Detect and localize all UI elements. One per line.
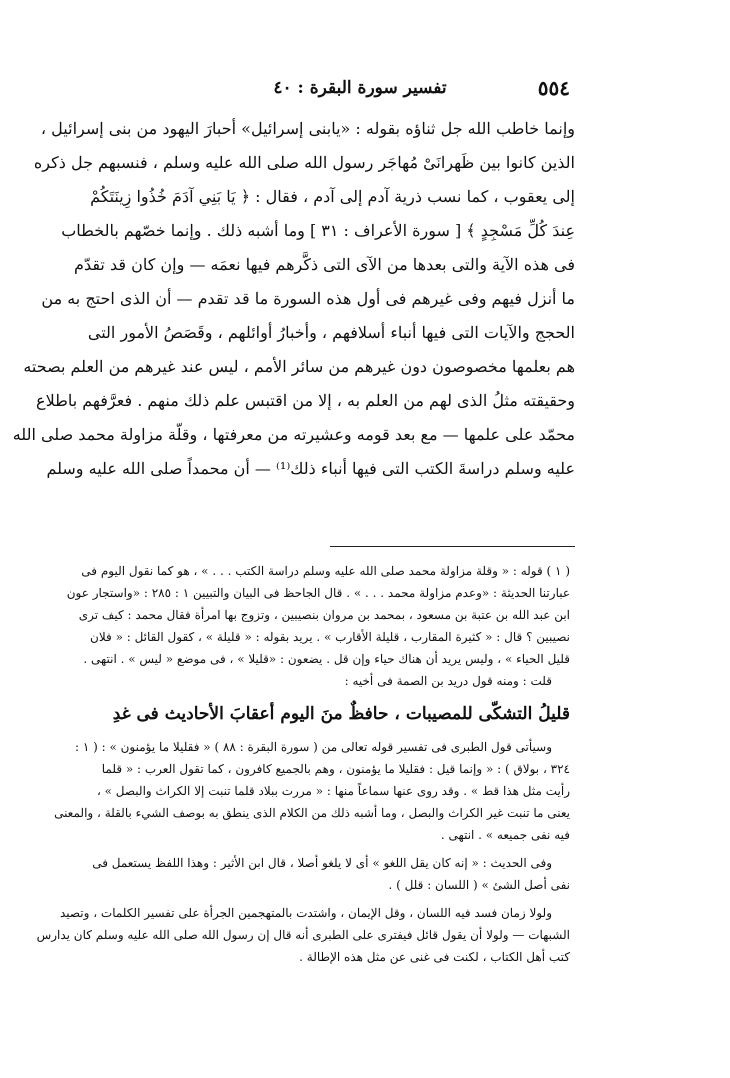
footnote-line: قلت : ومنه قول دريد بن الصمة فى أخيه : — [344, 674, 552, 688]
text-line: الحجج والآيات التى فيها أنباء أسلافهم ، وأخبارُ أوائلهم ، وقَصَصُ الأمور التى — [87, 323, 575, 342]
text-line: عليه وسلم دراسةَ الكتب التى فيها أنباء ذلك⁽¹⁾ — أن محمداً صلى الله عليه وسلم — [46, 459, 575, 478]
footnote-line: عبارتنا الحديثة : «وعدم مزاولة محمد . . . » . قال الجاحظ فى البيان والتبيين ١ : ٢٨٥ : «واستجار عون — [66, 586, 570, 600]
footnote-line: وسيأتى قول الطبرى فى تفسير قوله تعالى من ( سورة البقرة : ٨٨ ) « فقليلا ما يؤمنون » : ( ١ : — [74, 740, 552, 754]
text-line: محمّد على علمها — مع بعد قومه وعشيرته من معرفتها ، وقلّة مزاولة محمد صلى الله — [12, 425, 575, 444]
text-line: إلى يعقوب ، كما نسب ذرية آدم إلى آدم ، فقال : ﴿ يَا بَنِي آدَمَ خُذُوا زِينَتَكُمْ — [90, 187, 575, 206]
footnotes — [36, 560, 570, 968]
text-line: عِندَ كُلِّ مَسْجِدٍ ﴾ [ سورة الأعراف : ٣١ ] وما أشبه ذلك . وإنما خصّهم بالخطاب — [61, 221, 575, 240]
text-line: الذين كانوا بين ظَهرانَىْ مُهاجَر رسول الله صلى الله عليه وسلم ، فنسبهم جل ذكره — [33, 153, 575, 172]
footnote-line: كتب أهل الكتاب ، لكنت فى غنى عن مثل هذه الإطالة . — [299, 950, 570, 964]
footnote-line: الشبهات — ولولا أن يقول قائل فيفترى على الطبرى أنه قال إن رسول الله صلى الله عليه وسلم كان يدارس — [36, 928, 570, 942]
page-header — [150, 76, 570, 106]
footnote-line: ابن عبد الله بن عتبة بن مسعود ، بمحمد بن مروان بنصيبين ، وتزوج بها امرأة فقال محمد : كيف ترى — [78, 608, 570, 622]
running-title: تفسير سورة البقرة : ٤٠ — [273, 78, 447, 98]
footnote-line: فيه نفى جميعه » . انتهى . — [440, 828, 570, 842]
text-line: وإنما خاطب الله جل ثناؤه بقوله : «يابنى إسرائيل» أحبارَ اليهود من بنى إسرائيل ، — [40, 119, 575, 138]
text-line: ما أنزل فيهم وفى غيرهم فى أول هذه السورة ما قد تقدم — أن الذى احتج به من — [41, 289, 575, 308]
text-line: فى هذه الآية والتى بعدها من الآى التى ذكَّرهم فيها نعمَه — وإن كان قد تقدّم — [74, 255, 575, 274]
text-line: هم بعلمها مخصوصون دون غيرهم من سائر الأمم ، ليس عند غيرهم من العلم بصحته — [23, 357, 575, 376]
text-line: وحقيقته مثلُ الذى لهم من العلم به ، إلا من اقتبس علم ذلك منهم . فعرَّفهم باطلاع — [36, 391, 575, 410]
footnote-line: نصيبين ؟ قال : « كثيرة المقارب ، قليلة الأقارب » . يريد بقوله : « قليلة » ، كقول القائل : « فلان — [90, 630, 570, 644]
footnote-line: قليل الحياء » ، وليس يريد أن هناك حياء وإن قل . يضعون : «قليلا » ، فى موضع « ليس » . انتهى . — [83, 652, 570, 666]
footnote-divider — [330, 546, 575, 547]
footnote-line: رأيت مثل هذا قط » . وقد روى عنها سماعاً منها : « مررت ببلاد قلما تنبت إلا الكراث والبصل » ، — [96, 784, 570, 798]
footnote-line: ( ١ ) قوله : « وقلة مزاولة محمد صلى الله عليه وسلم دراسة الكتب . . . » ، هو كما نقول اليوم فى — [81, 564, 570, 578]
footnote-line: ٣٢٤ ، بولاق ) : « وإنما قيل : فقليلا ما يؤمنون ، وهم بالجميع كافرون ، كما تقول العرب : « قلما — [101, 762, 570, 776]
poetry-verse: قليلُ التشكّى للمصيبات ، حافظٌ منَ اليوم أعقابَ الأحاديث فى غدِ — [112, 704, 570, 724]
main-text — [12, 112, 575, 486]
footnote-line: ولولا زمان فسد فيه اللسان ، وقل الإيمان ، واشتدت بالمتهجمين الجرأة على تفسير الكلمات ، وتصيد — [59, 906, 552, 920]
page-number: ٥٥٤ — [537, 76, 570, 100]
footnote-line: وفى الحديث : « إنه كان يقل اللغو » أى لا يلغو أصلا ، قال ابن الأثير : وهذا اللفظ يستعمل فى — [92, 856, 552, 870]
footnote-line: نفى أصل الشئ » ( اللسان : قلل ) . — [388, 878, 570, 892]
footnote-line: يعنى ما تنبت غير الكراث والبصل ، وما أشبه ذلك من الكلام الذى ينطق به بوصف الشيء بالقلة ، والمعنى — [54, 806, 570, 820]
